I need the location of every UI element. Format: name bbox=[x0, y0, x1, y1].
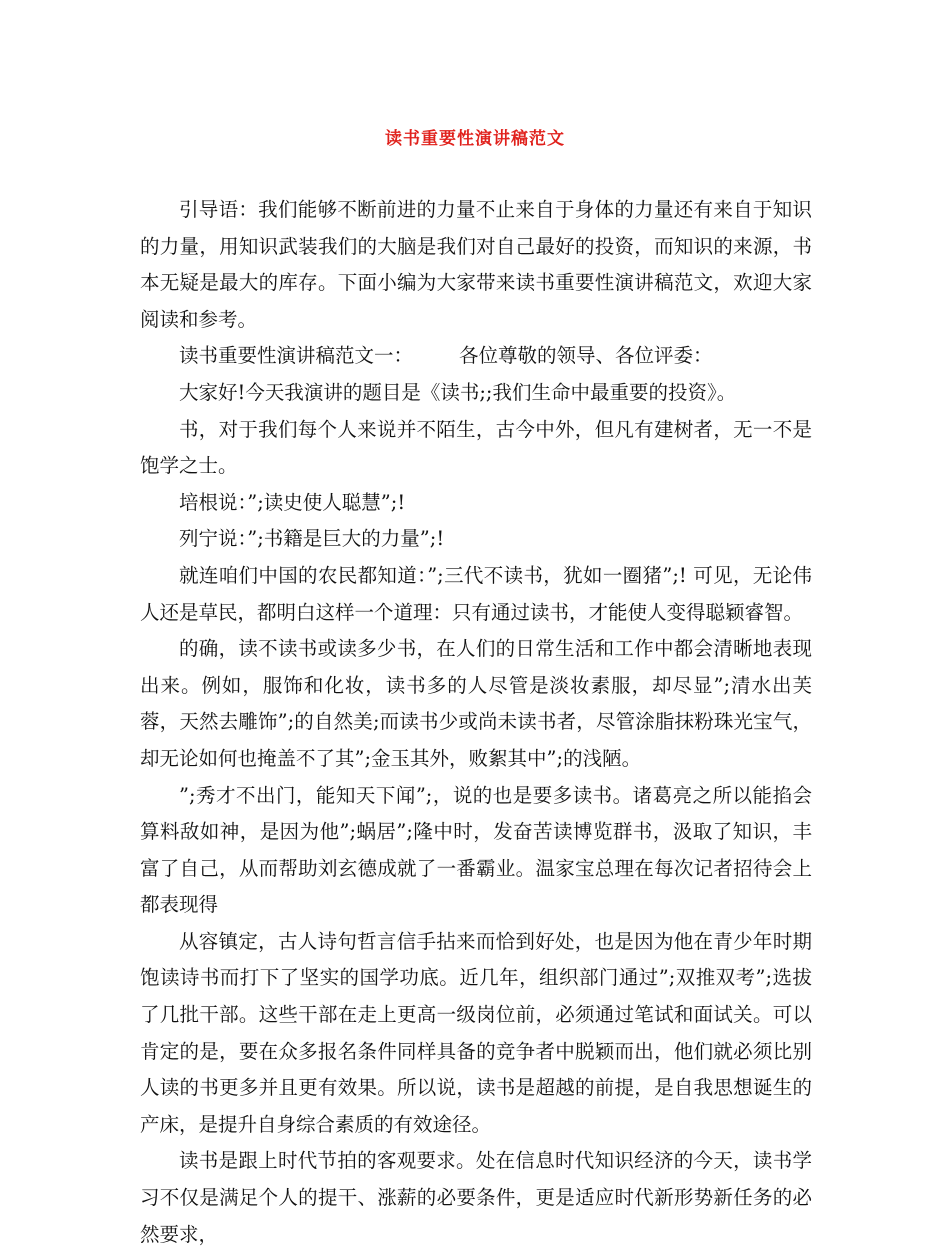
paragraph-indeed: 的确，读不读书或读多少书，在人们的日常生活和工作中都会清晰地表现出来。例如，服饰和化妆，读书多的人尽管是淡妆素服，却尽显”;清水出芙蓉，天然去雕饰”;的自然美;而读书少或尚未读书者，尽管涂脂抹粉珠光宝气，却无论如何也掩盖不了其”;金玉其外，败絮其中”;的浅陋。 bbox=[140, 637, 812, 770]
speech-heading: 读书重要性演讲稿范文一： bbox=[179, 344, 414, 368]
greeting: 各位尊敬的领导、各位评委： bbox=[459, 344, 713, 368]
paragraph-lenin-quote: 列宁说：”;书籍是巨大的力量”;! bbox=[179, 527, 445, 551]
paragraph-composure: 从容镇定，古人诗句哲言信手拈来而恰到好处，也是因为他在青少年时期饱读诗书而打下了坚实的国学功底。近几年，组织部门通过”;双推双考”;选拔了几批干部。这些干部在走上更高一级岗位前，必须通过笔试和面试关。可以肯定的是，要在众多报名条件同样具备的竞争者中脱颖而出，他们就必须比别人读的书更多并且更有效果。所以说，读书是超越的前提，是自我思想诞生的产床，是提升自身综合素质的有效途径。 bbox=[140, 929, 812, 1136]
paragraph-scholar: ”;秀才不出门，能知天下闻”;，说的也是要多读书。诸葛亮之所以能掐会算料敌如神，是因为他”;蜗居”;隆中时，发奋苦读博览群书，汲取了知识，丰富了自己，从而帮助刘玄德成就了一番霸业。温家宝总理在每次记者招待会上都表现得 bbox=[140, 783, 812, 917]
paragraph-intro: 引导语：我们能够不断前进的力量不止来自于身体的力量还有来自于知识的力量，用知识武装我们的大脑是我们对自己最好的投资，而知识的来源，书本无疑是最大的库存。下面小编为大家带来读书重要性演讲稿范文，欢迎大家阅读和参考。 bbox=[140, 198, 812, 331]
paragraph-topic: 大家好!今天我演讲的题目是《读书;;我们生命中最重要的投资》。 bbox=[179, 380, 737, 404]
document-title: 读书重要性演讲稿范文 bbox=[385, 129, 565, 149]
paragraph-times: 读书是跟上时代节拍的客观要求。处在信息时代知识经济的今天，读书学习不仅是满足个人的提干、涨薪的必要条件，更是适应时代新形势新任务的必然要求， bbox=[140, 1149, 812, 1246]
document-body bbox=[140, 192, 812, 1253]
paragraph-farmers: 就连咱们中国的农民都知道：”;三代不读书，犹如一圈猪”;! 可见，无论伟人还是草民，都明白这样一个道理：只有通过读书，才能使人变得聪颖睿智。 bbox=[140, 563, 812, 624]
paragraph-bacon-quote: 培根说：”;读史使人聪慧”;! bbox=[179, 490, 406, 514]
paragraph-heading-line bbox=[140, 338, 812, 375]
paragraph-books: 书，对于我们每个人来说并不陌生，古今中外，但凡有建树者，无一不是饱学之士。 bbox=[140, 417, 812, 478]
